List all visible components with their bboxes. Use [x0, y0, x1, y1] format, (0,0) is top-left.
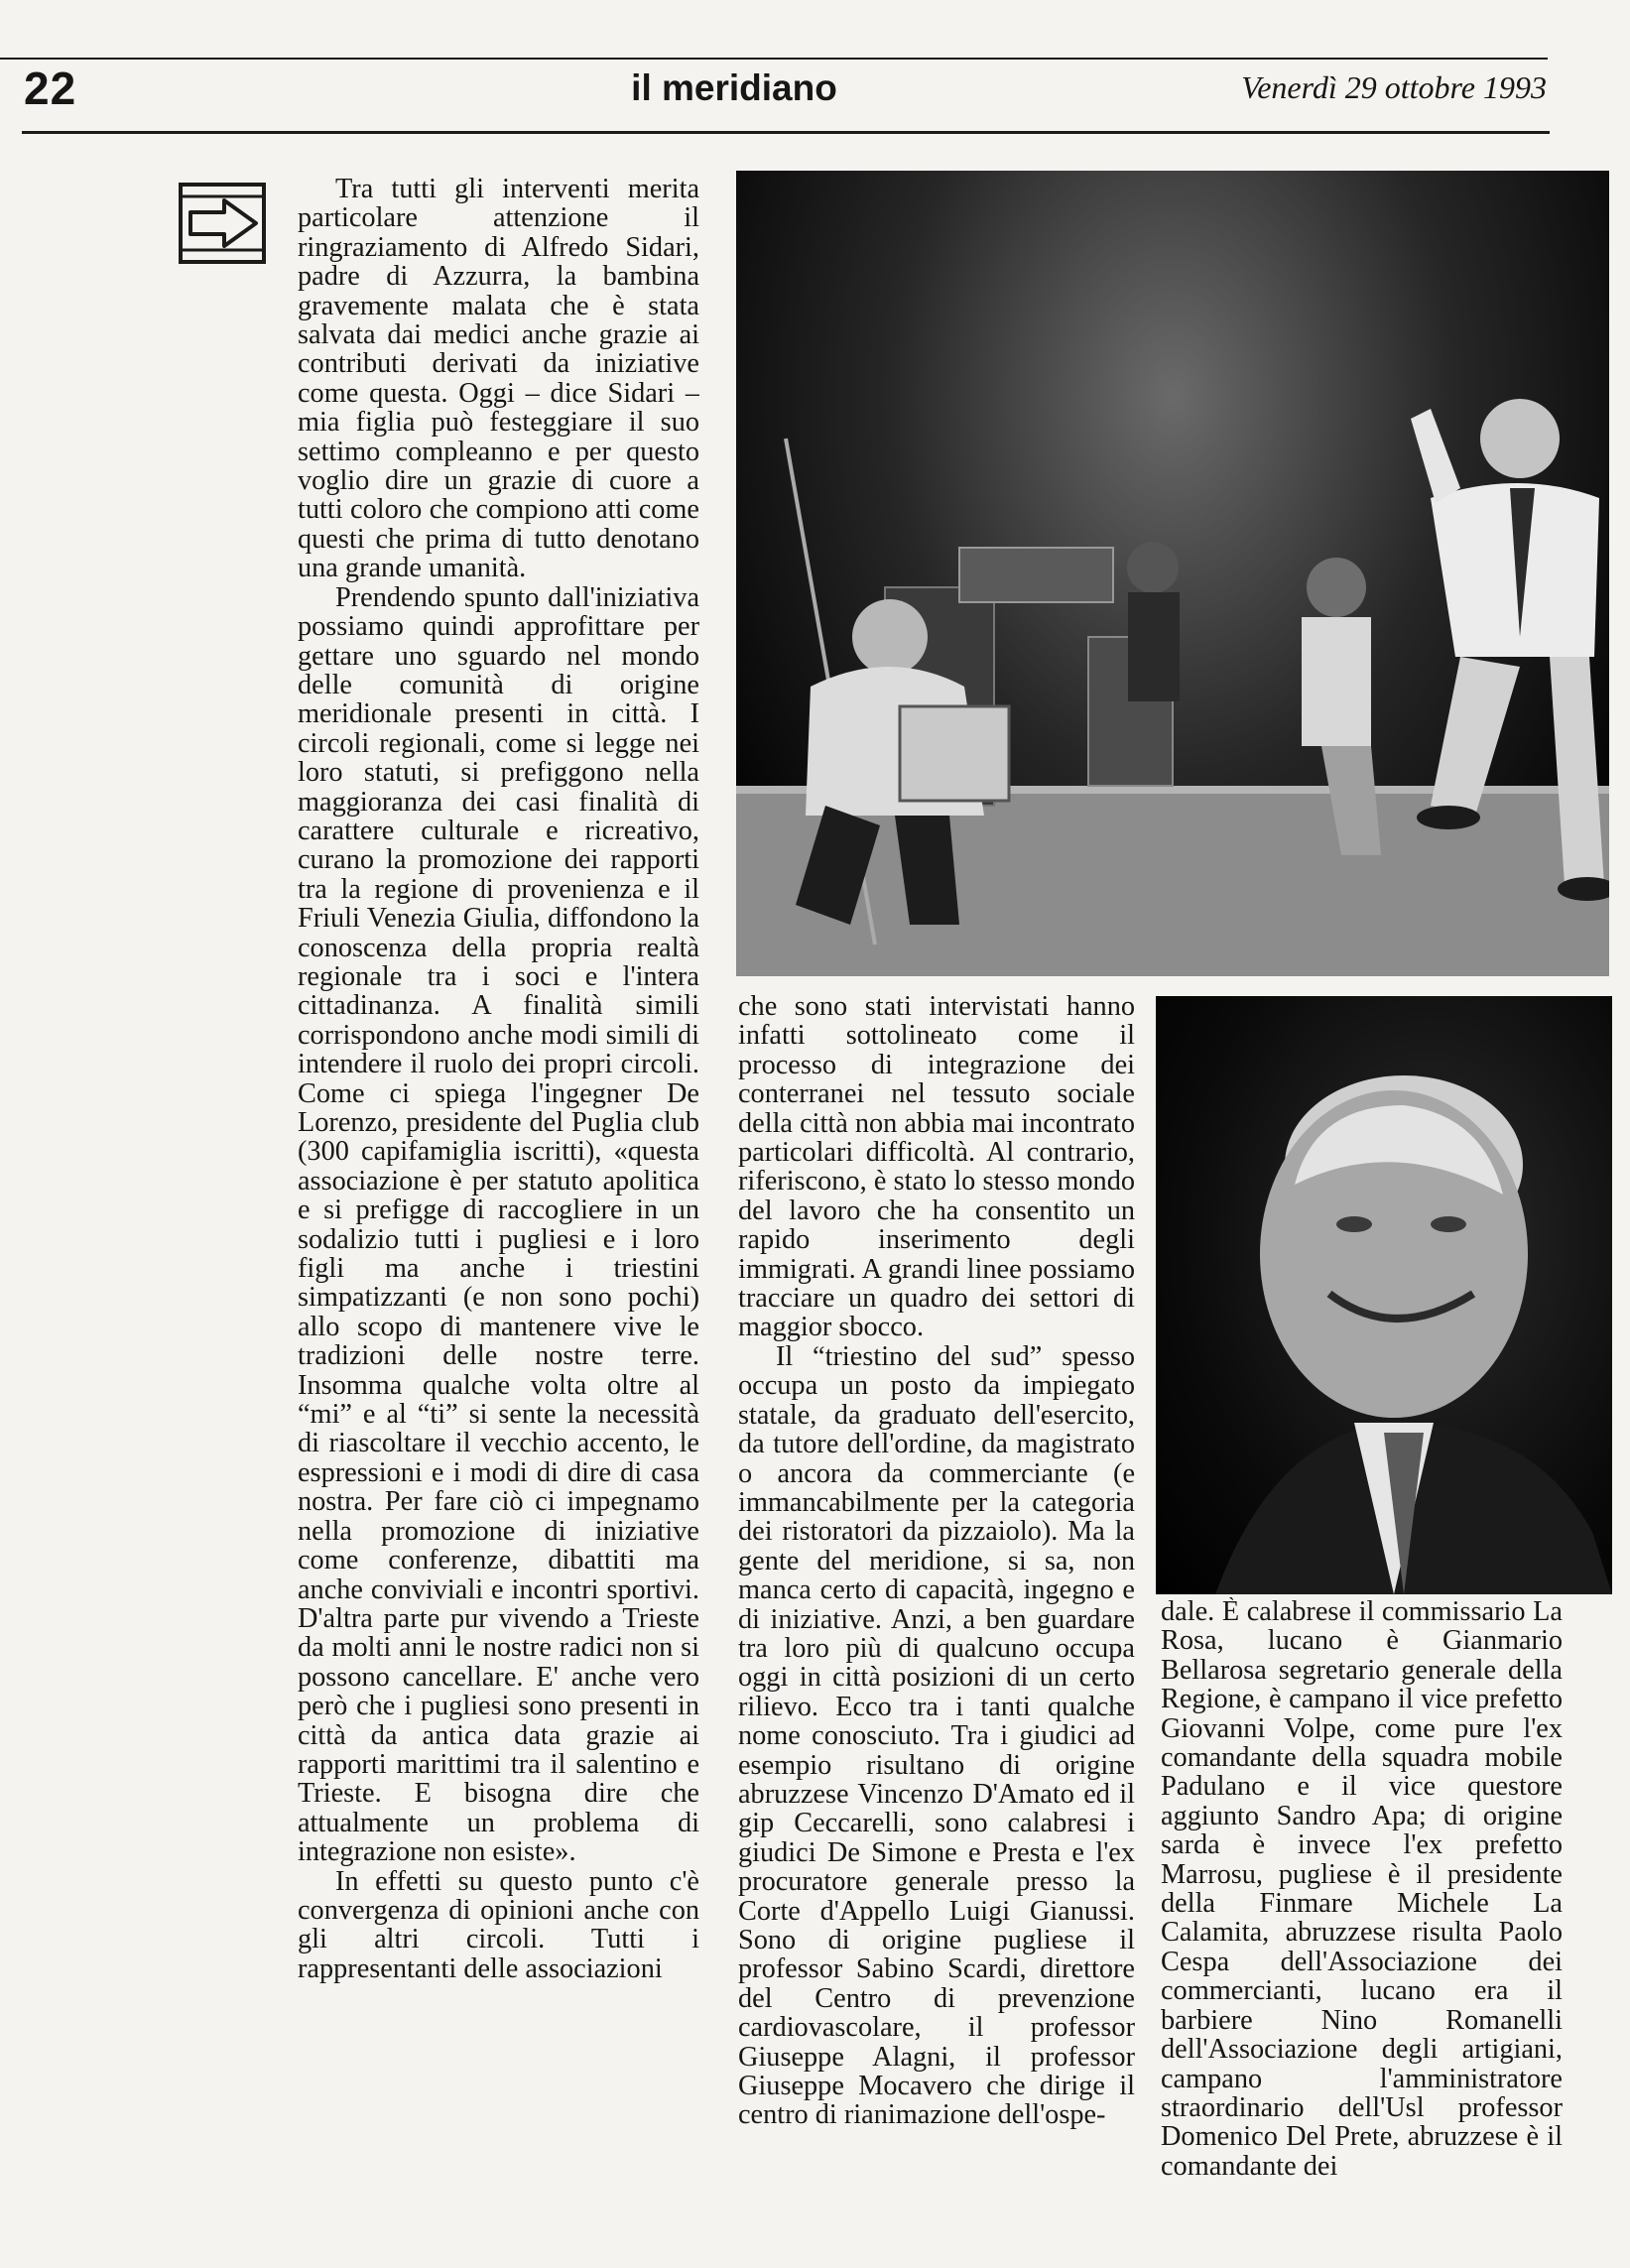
article-column-2	[738, 992, 1135, 2262]
portrait-photo-illustration	[1156, 996, 1612, 1594]
arrow-right-icon	[177, 179, 268, 268]
paragraph: che sono stati intervistati hanno infatti sottolineato come il processo di integrazione dei conterranei nel tessuto sociale della città non abbia mai incontrato particolari difficoltà. Al contrario, riferiscono, è stato lo stesso mondo del lavoro che ha consentito un rapido inserimento degli immigrati. A grandi linee possiamo tracciare un quadro dei settori di maggior sbocco.	[738, 992, 1135, 1343]
header-rule	[22, 131, 1550, 134]
top-rule	[0, 58, 1548, 60]
paragraph: Prendendo spunto dall'iniziativa possiamo quindi approfittare per gettare uno sguardo nel mondo delle comunità di origine meridionale presenti in città. I circoli regionali, come si legge nei loro statuti, si prefiggono nella maggioranza dei casi finalità di carattere culturale e ricreativo, curano la promozione dei rapporti tra la regione di provenienza e il Friuli Venezia Giulia, diffondono la conoscenza della propria realtà regionale tra i soci e l'intera cittadinanza. A finalità simili corrispondono anche modi simili di intendere il ruolo dei propri circoli. Come ci spiega l'ingegner De Lorenzo, presidente del Puglia club (300 capifamiglia iscritti), «questa associazione è per statuto apolitica e si prefigge di raccogliere in un sodalizio tutti i pugliesi e i loro figli ma anche i triestini simpatizzanti (e non sono pochi) allo scopo di mantenere vive le tradizioni delle nostre terre. Insomma qualche volta oltre al “mi” e al “ti” si sente la necessità di riascoltare il vecchio accento, le espressioni e i modi di dire di casa nostra. Per fare ciò ci impegnamo nella promozione di iniziative come conferenze, dibattiti ma anche conviviali e incontri sportivi. D'altra parte pur vivendo a Trieste da molti anni le nostre radici non si possono cancellare. E' anche vero però che i pugliesi sono presenti in città da antica data grazie ai rapporti marittimi tra il salentino e Trieste. E bisogna dire che attualmente un problema di integrazione non esiste».	[298, 581, 699, 1868]
smiling-man-portrait-photo	[1156, 996, 1612, 1594]
stage-photo-illustration	[736, 171, 1609, 976]
paragraph: In effetti su questo punto c'è convergenza di opinioni anche con gli altri circoli. Tutti i rappresentanti delle associazioni	[298, 1865, 699, 1984]
page-number: 22	[24, 63, 77, 114]
paragraph: dale. È calabrese il commissario La Rosa, lucano è Gianmario Bellarosa segretario generale della Regione, è campano il vice prefetto Giovanni Volpe, come pure l'ex comandante della squadra mobile Padulano e il vice questore aggiunto Sandro Apa; di origine sarda è invece l'ex prefetto Marrosu, pugliese è il presidente della Finmare Michele La Calamita, abruzzese risulta Paolo Cespa dell'Associazione dei commercianti, lucano era il barbiere Nino Romanelli dell'Associazione degli artigiani, campano l'amministratore straordinario dell'Usl professor Domenico Del Prete, abruzzese è il comandante dei	[1161, 1597, 1563, 2182]
newspaper-masthead: il meridiano	[631, 67, 837, 108]
article-column-1	[298, 175, 699, 2258]
issue-date: Venerdì 29 ottobre 1993	[1241, 69, 1547, 105]
article-column-3	[1161, 1597, 1563, 2262]
paragraph: Il “triestino del sud” spesso occupa un posto da impiegato statale, da graduato dell'esercito, da tutore dell'ordine, da magistrato o ancora da commerciante (e immancabilmente per la categoria dei ristoratori da pizzaiolo). Ma la gente del meridione, si sa, non manca certo di capacità, ingegno e di iniziative. Anzi, a ben guardare tra loro più di qualcuno occupa oggi in città posizioni di un certo rilievo. Ecco tra i tanti qualche nome conosciuto. Tra i giudici ad esempio risultano di origine abruzzese Vincenzo D'Amato ed il gip Ceccarelli, sono calabresi i giudici De Simone e Presta e l'ex procuratore generale presso la Corte d'Appello Luigi Gianussi. Sono di origine pugliese il professor Sabino Scardi, direttore del Centro di prevenzione cardiovascolare, il professor Giuseppe Alagni, il professor Giuseppe Mocavero che dirige il centro di rianimazione dell'ospe-	[738, 1340, 1135, 2131]
stage-performance-photo	[736, 171, 1609, 976]
paragraph: Tra tutti gli interventi merita particolare attenzione il ringraziamento di Alfredo Sidari, padre di Azzurra, la bambina gravemente malata che è stata salvata dai medici anche grazie ai contributi derivati da iniziative come questa. Oggi – dice Sidari – mia figlia può festeggiare il suo settimo compleanno e per questo voglio dire un grazie di cuore a tutti coloro che compiono atti come questi che prima di tutto denotano una grande umanità.	[298, 175, 699, 584]
